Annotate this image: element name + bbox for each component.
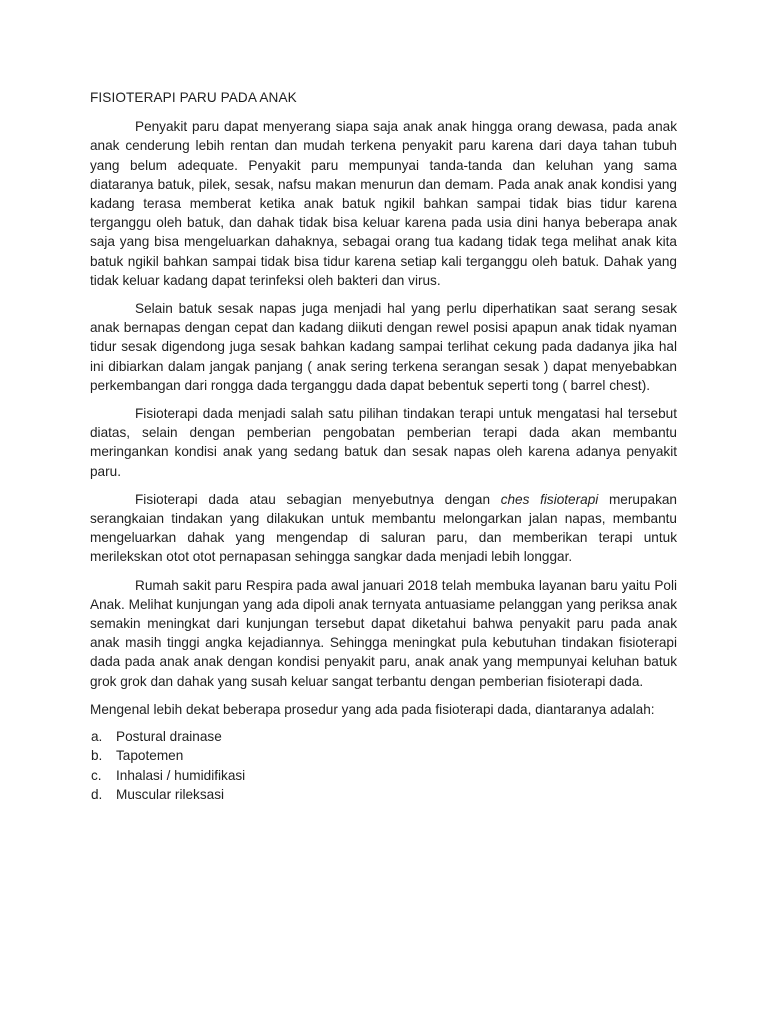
list-marker: c.	[91, 767, 102, 783]
list-marker: b.	[91, 748, 103, 764]
paragraph-ches-before: Fisioterapi dada atau sebagian menyebutnya dengan	[135, 491, 501, 507]
ches-fisioterapi-term: ches fisioterapi	[500, 491, 599, 507]
paragraph-ches-after: merupakan serangkaian tindakan yang dilakukan untuk membantu melongarkan jalan napas, membantu mengeluarkan dahak yang mengendap di saluran paru, dan memberikan terapi untuk merilekskan otot otot pernapasan sehingga sangkar dada menjadi lebih longgar.	[90, 491, 677, 565]
paragraph-sesak-napas: Selain batuk sesak napas juga menjadi hal yang perlu diperhatikan saat serang sesak anak bernapas dengan cepat dan kadang diikuti dengan rewel posisi apapun anak tidak nyaman tidur sesak digendong juga sesak bahkan kadang sampai terlihat cekung pada dadanya jika hal ini dibiarkan dalam jangak panjang ( anak sering terkena serangan sesak ) dapat menyebabkan perkembangan dari rongga dada terganggu dada dapat bebentuk seperti tong ( barrel chest).	[90, 301, 677, 393]
list-item	[90, 766, 677, 785]
document-title: FISIOTERAPI PARU PADA ANAK	[90, 90, 297, 105]
list-item	[90, 785, 677, 804]
paragraph-fisioterapi-dada: Fisioterapi dada menjadi salah satu pilihan tindakan terapi untuk mengatasi hal tersebut diatas, selain dengan pemberian pengobatan pemberian terapi dada akan membantu meringankan kondisi anak yang sedang batuk dan sesak napas oleh karena adanya penyakit paru.	[90, 406, 677, 479]
list-item	[90, 746, 677, 765]
paragraph-penyakit-paru: Penyakit paru dapat menyerang siapa saja anak anak hingga orang dewasa, pada anak anak cenderung lebih rentan dan mudah terkena penyakit paru karena dari daya tahan tubuh yang belum adequate. Penyakit paru mempunyai tanda-tanda dan keluhan yang sama diataranya batuk, pilek, sesak, nafsu makan menurun dan demam. Pada anak anak kondisi yang kadang terasa memberat ketika anak batuk ngikil bahkan sampai tidak bias tidur karena terganggu oleh batuk, dan dahak tidak bisa keluar karena pada usia dini hanya beberapa anak saja yang bisa mengeluarkan dahaknya, sebagai orang tua kadang tidak tega melihat anak kita batuk ngikil bahkan sampai tidak bisa tidur karena setiap kali terganggu oleh batuk. Dahak yang tidak keluar kadang dapat terinfeksi oleh bakteri dan virus.	[90, 119, 677, 288]
list-item-text: Tapotemen	[116, 748, 184, 764]
list-marker: d.	[91, 786, 103, 802]
procedure-list	[90, 727, 677, 804]
paragraph-ches-fisioterapi	[90, 490, 677, 567]
paragraph-respira: Rumah sakit paru Respira pada awal januari 2018 telah membuka layanan baru yaitu Poli Anak. Melihat kunjungan yang ada dipoli anak ternyata antuasiame pelanggan yang periksa anak semakin meningkat dari kunjungan tersebut dapat diketahui bahwa penyakit paru pada anak anak masih tinggi angka kejadiannya. Sehingga meningkat pula kebutuhan tindakan fisioterapi dada pada anak anak dengan kondisi penyakit paru, anak anak yang mempunyai keluhan batuk grok grok dan dahak yang susah keluar sangat terbantu dengan pemberian fisioterapi dada.	[90, 577, 677, 689]
list-item-text: Muscular rileksasi	[116, 786, 225, 802]
list-item-text: Postural drainase	[116, 729, 222, 745]
list-item	[90, 727, 677, 746]
procedure-list-intro: Mengenal lebih dekat beberapa prosedur yang ada pada fisioterapi dada, diantaranya adalah:	[90, 701, 655, 717]
list-item-text: Inhalasi / humidifikasi	[116, 767, 246, 783]
list-marker: a.	[91, 729, 103, 745]
